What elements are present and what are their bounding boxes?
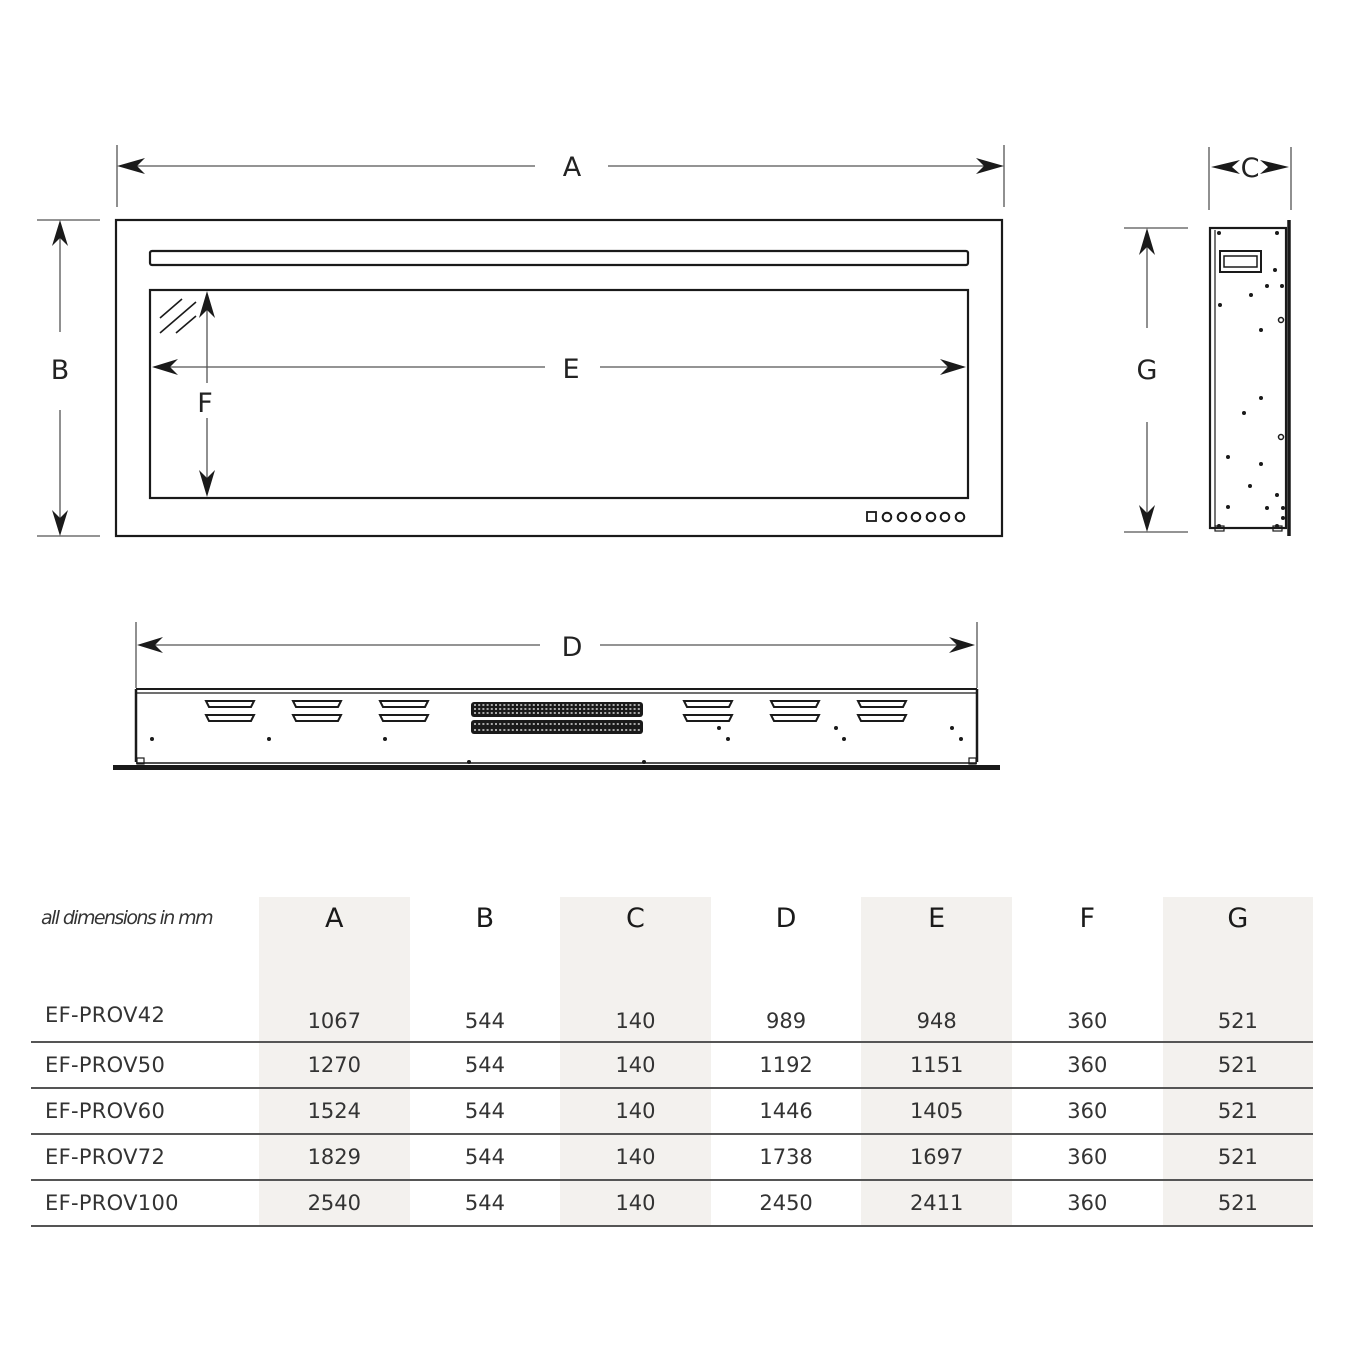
unit-note: all dimensions in mm <box>41 907 212 929</box>
cell-g: 521 <box>1163 1180 1314 1226</box>
cell-a: 1524 <box>259 1088 410 1134</box>
cell-a: 2540 <box>259 1180 410 1226</box>
table-row <box>31 1042 1313 1088</box>
round-button-icon <box>941 513 950 522</box>
cell-e: 948 <box>861 981 1012 1042</box>
dimension-c <box>1209 147 1291 210</box>
table-header-row <box>31 897 1313 981</box>
dimension-b <box>37 220 100 536</box>
dimension-f <box>197 291 215 497</box>
cell-c: 140 <box>560 1088 711 1134</box>
column-header-d: D <box>775 903 797 934</box>
cell-g: 521 <box>1163 1088 1314 1134</box>
top-view <box>113 622 1000 770</box>
model-name: EF-PROV72 <box>45 1145 166 1169</box>
cell-e: 2411 <box>861 1180 1012 1226</box>
dimension-e <box>152 354 966 385</box>
model-name: EF-PROV100 <box>45 1191 179 1215</box>
control-panel-buttons <box>867 512 964 521</box>
side-screw-dots <box>1217 231 1285 528</box>
cell-f: 360 <box>1067 1145 1108 1169</box>
glass-reflection-icon <box>160 299 196 333</box>
model-name: EF-PROV42 <box>45 1003 166 1027</box>
front-view <box>37 145 1004 536</box>
svg-text:G: G <box>1136 355 1158 386</box>
side-vent-slot <box>1220 251 1261 272</box>
round-button-icon <box>898 513 907 522</box>
cell-f: 360 <box>1067 1009 1108 1033</box>
svg-text:B: B <box>50 355 70 386</box>
cell-b: 544 <box>464 1099 505 1123</box>
column-header-f: F <box>1079 903 1096 934</box>
svg-text:A: A <box>562 152 582 183</box>
glass-panel <box>150 290 968 498</box>
cell-d: 1738 <box>759 1145 813 1169</box>
cell-b: 544 <box>464 1191 505 1215</box>
cell-a: 1067 <box>259 981 410 1042</box>
cell-a: 1829 <box>259 1134 410 1180</box>
cell-f: 360 <box>1067 1053 1108 1077</box>
cell-c: 140 <box>560 1180 711 1226</box>
cell-f: 360 <box>1067 1099 1108 1123</box>
dimensions-table <box>31 897 1313 1227</box>
cell-c: 140 <box>560 981 711 1042</box>
cell-g: 521 <box>1163 1134 1314 1180</box>
cell-f: 360 <box>1067 1191 1108 1215</box>
column-header-a: A <box>259 897 410 981</box>
model-name: EF-PROV60 <box>45 1099 166 1123</box>
svg-text:E: E <box>562 354 580 385</box>
dimension-a <box>117 145 1004 207</box>
model-name: EF-PROV50 <box>45 1053 166 1077</box>
table-row <box>31 981 1313 1042</box>
round-button-icon <box>927 513 936 522</box>
mounting-flange <box>113 765 1000 770</box>
cell-d: 1446 <box>759 1099 813 1123</box>
cell-d: 989 <box>766 1009 807 1033</box>
dimension-d <box>136 622 977 688</box>
top-strip <box>150 251 968 265</box>
svg-text:C: C <box>1240 153 1260 184</box>
round-button-icon <box>883 513 892 522</box>
svg-text:F: F <box>197 388 213 419</box>
cell-b: 544 <box>464 1145 505 1169</box>
column-header-e: E <box>861 897 1012 981</box>
heater-grille <box>471 702 643 734</box>
square-button-icon <box>867 512 876 521</box>
table-row <box>31 1180 1313 1226</box>
table-row <box>31 1088 1313 1134</box>
cell-b: 544 <box>464 1009 505 1033</box>
cell-e: 1151 <box>861 1042 1012 1088</box>
cell-d: 1192 <box>759 1053 813 1077</box>
cell-d: 2450 <box>759 1191 813 1215</box>
round-button-icon <box>956 513 965 522</box>
cell-c: 140 <box>560 1042 711 1088</box>
round-button-icon <box>912 513 921 522</box>
cell-a: 1270 <box>259 1042 410 1088</box>
cell-c: 140 <box>560 1134 711 1180</box>
column-header-b: B <box>475 903 495 934</box>
column-header-g: G <box>1163 897 1314 981</box>
svg-text:D: D <box>561 632 583 663</box>
cell-e: 1697 <box>861 1134 1012 1180</box>
cell-e: 1405 <box>861 1088 1012 1134</box>
cell-g: 521 <box>1163 1042 1314 1088</box>
dimension-g <box>1124 228 1188 532</box>
cell-b: 544 <box>464 1053 505 1077</box>
dimensions-table-container <box>31 897 1313 1227</box>
side-view <box>1124 147 1291 536</box>
table-row <box>31 1134 1313 1180</box>
fireplace-frame <box>116 220 1002 536</box>
column-header-c: C <box>560 897 711 981</box>
cell-g: 521 <box>1163 981 1314 1042</box>
